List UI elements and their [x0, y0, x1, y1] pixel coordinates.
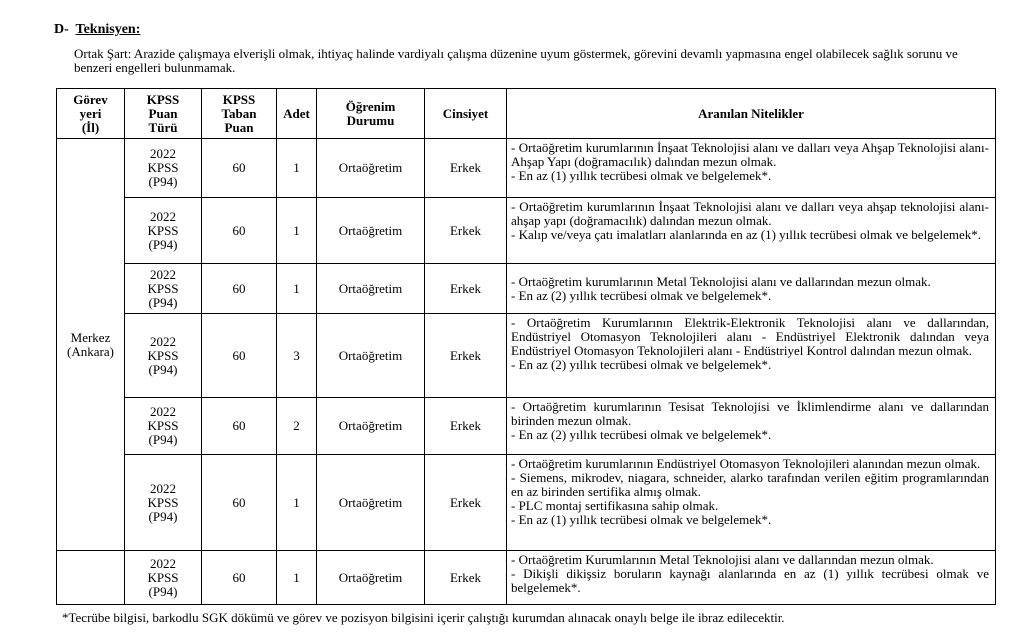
- score-type-cell: 2022 KPSS (P94): [125, 139, 202, 198]
- base-score-cell: 60: [202, 398, 277, 455]
- location-cell: Merkez (Ankara): [57, 139, 125, 551]
- table-row: [57, 398, 996, 455]
- education-cell: Ortaöğretim: [317, 314, 425, 398]
- count-cell: 3: [277, 314, 317, 398]
- qualification-item: - Ortaöğretim Kurumlarının Elektrik-Elektronik Teknolojisi alanı ve dallarından, Endüstriyel Otomasyon Teknolojileri alanı - Endüstriyel Elektronik dalından veya Endüstriyel Otomasyon Teknolojileri alanı - Endüstriyel Kontrol dalından mezun olmak.: [511, 315, 989, 358]
- header-qualifications: Aranılan Nitelikler: [507, 89, 996, 139]
- count-cell: 1: [277, 139, 317, 198]
- education-cell: Ortaöğretim: [317, 139, 425, 198]
- qualifications-cell: [507, 198, 996, 264]
- table-row: [57, 314, 996, 398]
- education-cell: Ortaöğretim: [317, 198, 425, 264]
- score-type-cell: 2022 KPSS (P94): [125, 398, 202, 455]
- score-type-cell: 2022 KPSS (P94): [125, 198, 202, 264]
- table-row: [57, 198, 996, 264]
- score-type-cell: 2022 KPSS (P94): [125, 455, 202, 551]
- count-cell: 1: [277, 198, 317, 264]
- score-type-cell: 2022 KPSS (P94): [125, 314, 202, 398]
- education-cell: Ortaöğretim: [317, 551, 425, 605]
- header-base-score: KPSS Taban Puan: [202, 89, 277, 139]
- qualification-item: - Ortaöğretim kurumlarının İnşaat Teknolojisi alanı ve dalları veya ahşap teknolojisi alanı-ahşap yapı (doğramacılık) dalından mezun olmak.: [511, 199, 989, 228]
- gender-cell: Erkek: [425, 264, 507, 314]
- qualifications-cell: [507, 551, 996, 605]
- common-condition: Ortak Şart: Arazide çalışmaya elverişli olmak, ihtiyaç halinde vardiyalı çalışma düzenine uyum göstermek, görevini devamlı yapmasına engel olabilecek sağlık sorunu ve benzeri engelleri bulunmamak.: [74, 46, 958, 75]
- education-cell: Ortaöğretim: [317, 455, 425, 551]
- section-heading: [54, 22, 140, 38]
- gender-cell: Erkek: [425, 551, 507, 605]
- table-row: [57, 139, 996, 198]
- gender-cell: Erkek: [425, 455, 507, 551]
- base-score-cell: 60: [202, 139, 277, 198]
- education-cell: Ortaöğretim: [317, 398, 425, 455]
- base-score-cell: 60: [202, 198, 277, 264]
- qualification-item: - Ortaöğretim kurumlarının Endüstriyel Otomasyon Teknolojileri alanından mezun olmak.: [511, 456, 981, 471]
- section-letter: D-: [54, 22, 69, 37]
- table-row: [57, 551, 996, 605]
- qualification-item: - Ortaöğretim kurumlarının Metal Teknolojisi alanı ve dallarından mezun olmak.: [511, 274, 931, 289]
- header-education: Öğrenim Durumu: [317, 89, 425, 139]
- header-score-type: KPSS Puan Türü: [125, 89, 202, 139]
- qualification-item: - PLC montaj sertifikasına sahip olmak.: [511, 498, 719, 513]
- section-title: Teknisyen:: [75, 22, 141, 37]
- qualifications-cell: [507, 139, 996, 198]
- score-type-cell: 2022 KPSS (P94): [125, 551, 202, 605]
- base-score-cell: 60: [202, 455, 277, 551]
- education-cell: Ortaöğretim: [317, 264, 425, 314]
- location-cell-empty: [57, 551, 125, 605]
- table-row: [57, 455, 996, 551]
- qualification-item: - En az (2) yıllık tecrübesi olmak ve belgelemek*.: [511, 357, 772, 372]
- count-cell: 2: [277, 398, 317, 455]
- table-row: [57, 264, 996, 314]
- positions-table: [56, 88, 996, 605]
- score-type-cell: 2022 KPSS (P94): [125, 264, 202, 314]
- qualification-item: - En az (2) yıllık tecrübesi olmak ve belgelemek*.: [511, 288, 772, 303]
- gender-cell: Erkek: [425, 198, 507, 264]
- qualification-item: - En az (1) yıllık tecrübesi olmak ve belgelemek*.: [511, 512, 772, 527]
- qualifications-cell: [507, 264, 996, 314]
- base-score-cell: 60: [202, 551, 277, 605]
- qualification-item: - Siemens, mikrodev, niagara, schneider, alarko tarafından verilen eğitim programlarından en az birinden sertifika almış olmak.: [511, 470, 989, 499]
- table-header-row: [57, 89, 996, 139]
- qualification-item: - Dikişli dikişsiz boruların kaynağı alanlarında en az (1) yıllık tecrübesi olmak ve belgelemek*.: [511, 566, 989, 595]
- qualification-item: - En az (2) yıllık tecrübesi olmak ve belgelemek*.: [511, 427, 772, 442]
- header-location: Görev yeri (İl): [57, 89, 125, 139]
- count-cell: 1: [277, 551, 317, 605]
- qualification-item: - Ortaöğretim kurumlarının İnşaat Teknolojisi alanı ve dalları veya Ahşap Teknolojisi alanı-Ahşap Yapı (doğramacılık) dalından mezun olmak.: [511, 140, 989, 169]
- base-score-cell: 60: [202, 314, 277, 398]
- qualifications-cell: [507, 314, 996, 398]
- qualification-item: - En az (1) yıllık tecrübesi olmak ve belgelemek*.: [511, 168, 772, 183]
- count-cell: 1: [277, 264, 317, 314]
- header-count: Adet: [277, 89, 317, 139]
- qualification-item: - Kalıp ve/veya çatı imalatları alanlarında en az (1) yıllık tecrübesi olmak ve belgelemek*.: [511, 227, 981, 242]
- count-cell: 1: [277, 455, 317, 551]
- header-gender: Cinsiyet: [425, 89, 507, 139]
- qualification-item: - Ortaöğretim kurumlarının Tesisat Teknolojisi ve İklimlendirme alanı ve dallarından birinden mezun olmak.: [511, 399, 989, 428]
- base-score-cell: 60: [202, 264, 277, 314]
- gender-cell: Erkek: [425, 398, 507, 455]
- qualifications-cell: [507, 455, 996, 551]
- qualification-item: - Ortaöğretim Kurumlarının Metal Teknolojisi alanı ve dallarından mezun olmak.: [511, 552, 934, 567]
- gender-cell: Erkek: [425, 139, 507, 198]
- footnote: *Tecrübe bilgisi, barkodlu SGK dökümü ve görev ve pozisyon bilgisini içerir çalıştığı kurumdan alınacak onaylı belge ile ibraz edilecektir.: [62, 610, 785, 625]
- gender-cell: Erkek: [425, 314, 507, 398]
- qualifications-cell: [507, 398, 996, 455]
